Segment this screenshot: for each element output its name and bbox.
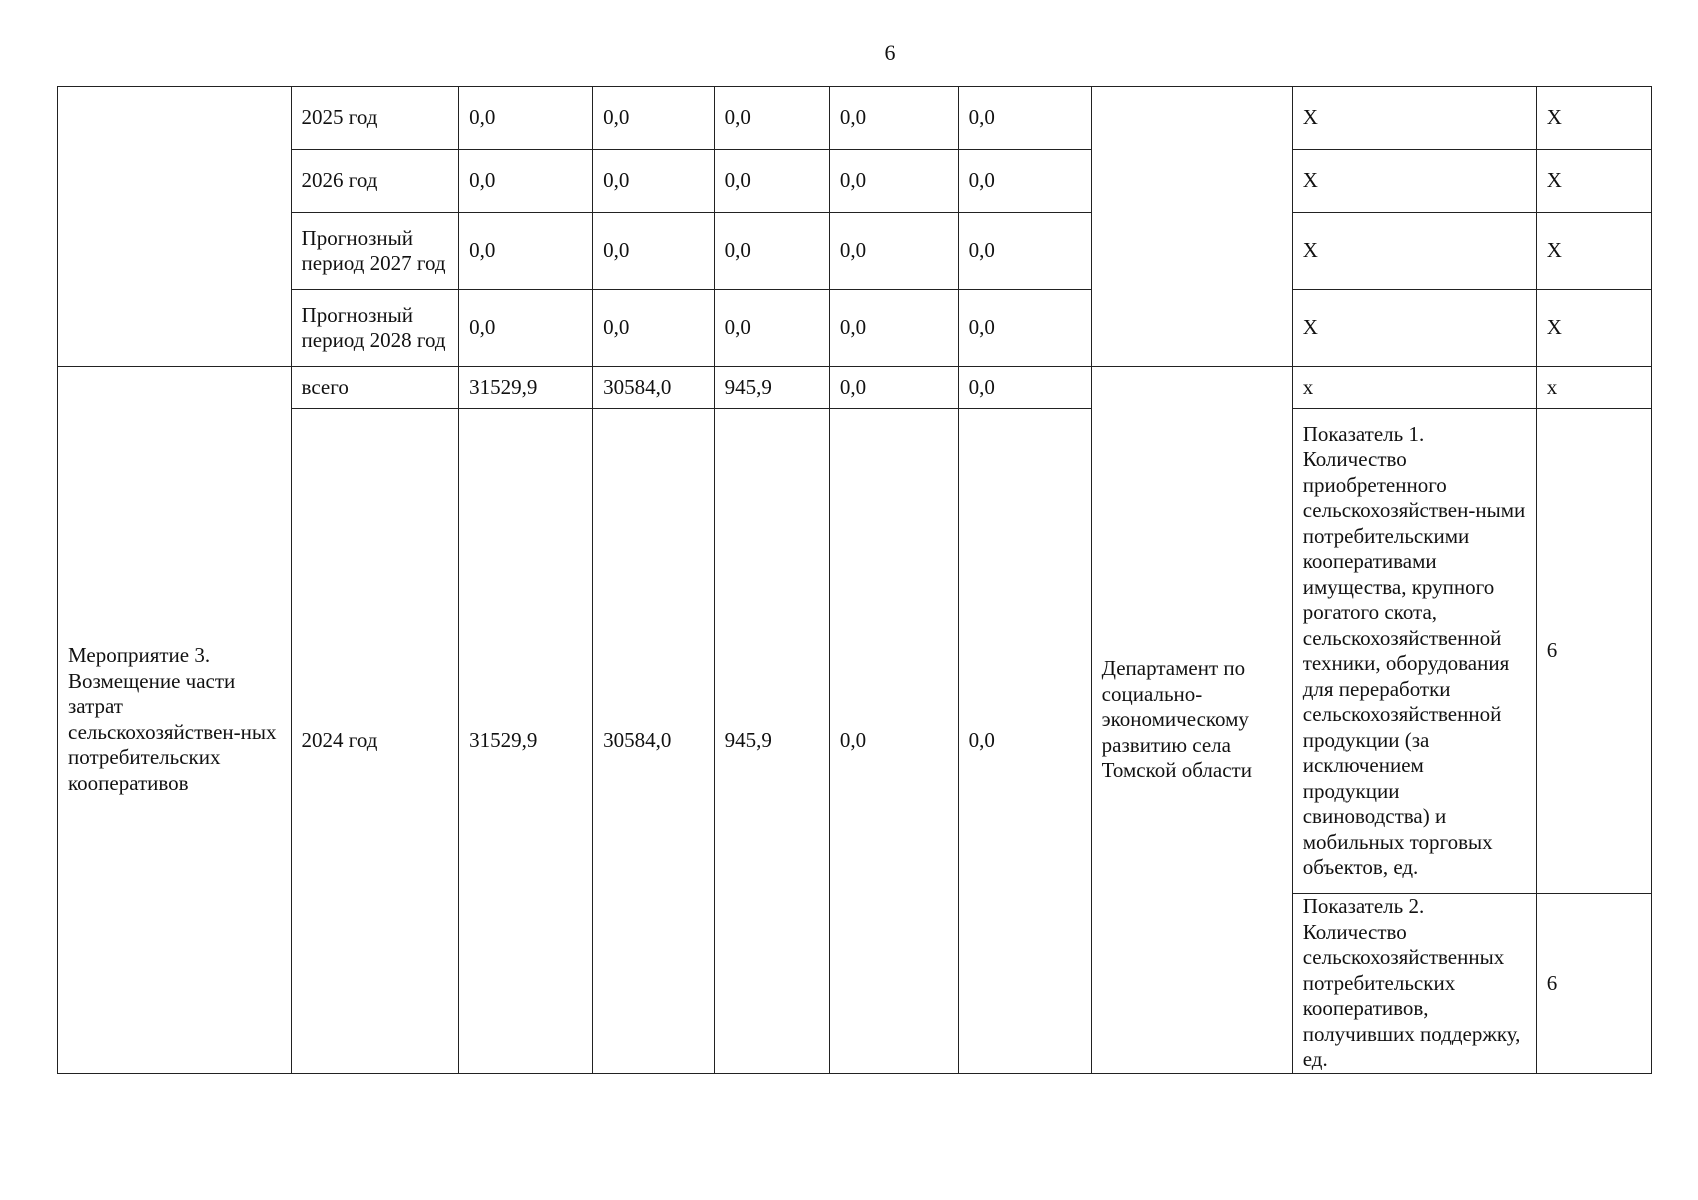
page-number: 6 (884, 40, 896, 65)
period-cell: всего (291, 367, 459, 409)
value-cell: 0,0 (829, 367, 958, 409)
value-cell: 0,0 (829, 87, 958, 150)
value-cell: 31529,9 (459, 367, 593, 409)
value-cell: 0,0 (829, 213, 958, 290)
value-cell: 0,0 (593, 213, 714, 290)
activity-cell-empty (58, 87, 292, 367)
value-cell: 0,0 (958, 367, 1091, 409)
value-cell: 0,0 (714, 290, 829, 367)
indicator-value-cell: Х (1536, 290, 1651, 367)
value-cell: 945,9 (714, 367, 829, 409)
value-cell: 945,9 (714, 409, 829, 1074)
value-cell: 0,0 (459, 213, 593, 290)
value-cell: 0,0 (593, 150, 714, 213)
program-table (57, 86, 1652, 1074)
indicator-value-cell: Х (1536, 87, 1651, 150)
indicator-cell: Х (1292, 290, 1536, 367)
value-cell: 30584,0 (593, 409, 714, 1074)
executor-cell: Департамент по социально-экономическому развитию села Томской области (1091, 367, 1292, 1074)
value-cell: 30584,0 (593, 367, 714, 409)
period-cell: 2025 год (291, 87, 459, 150)
period-cell: 2024 год (291, 409, 459, 1074)
indicator-name-cell: Показатель 2. Количество сельскохозяйственных потребительских кооперативов, получивших поддержку, ед. (1292, 894, 1536, 1074)
table-row (58, 367, 1652, 409)
value-cell: 0,0 (958, 87, 1091, 150)
table-row (58, 213, 1652, 290)
table-row (58, 290, 1652, 367)
value-cell: 0,0 (714, 213, 829, 290)
period-cell: Прогнозный период 2027 год (291, 213, 459, 290)
value-cell: 0,0 (714, 150, 829, 213)
indicator-cell: х (1292, 367, 1536, 409)
value-cell: 0,0 (459, 150, 593, 213)
value-cell: 31529,9 (459, 409, 593, 1074)
period-cell: 2026 год (291, 150, 459, 213)
table-row (58, 409, 1652, 894)
period-cell: Прогнозный период 2028 год (291, 290, 459, 367)
value-cell: 0,0 (829, 290, 958, 367)
activity-name-cell: Мероприятие 3. Возмещение части затрат сельскохозяйствен-ных потребительских кооперативов (58, 367, 292, 1074)
indicator-value-cell: 6 (1536, 409, 1651, 894)
indicator-value-cell: Х (1536, 150, 1651, 213)
value-cell: 0,0 (593, 87, 714, 150)
value-cell: 0,0 (829, 409, 958, 1074)
table-row (58, 87, 1652, 150)
table-row (58, 150, 1652, 213)
value-cell: 0,0 (714, 87, 829, 150)
value-cell: 0,0 (958, 213, 1091, 290)
value-cell: 0,0 (829, 150, 958, 213)
indicator-cell: Х (1292, 87, 1536, 150)
executor-cell-empty (1091, 87, 1292, 367)
indicator-value-cell: х (1536, 367, 1651, 409)
indicator-value-cell: 6 (1536, 894, 1651, 1074)
indicator-cell: Х (1292, 150, 1536, 213)
value-cell: 0,0 (459, 290, 593, 367)
value-cell: 0,0 (459, 87, 593, 150)
value-cell: 0,0 (958, 290, 1091, 367)
indicator-name-cell: Показатель 1. Количество приобретенного сельскохозяйствен-ными потребительскими кооперативами имущества, крупного рогатого скота, сельскохозяйственной техники, оборудования для переработки сельскохозяйственной продукции (за исключением продукции свиноводства) и мобильных торговых объектов, ед. (1292, 409, 1536, 894)
value-cell: 0,0 (593, 290, 714, 367)
indicator-cell: Х (1292, 213, 1536, 290)
indicator-value-cell: Х (1536, 213, 1651, 290)
value-cell: 0,0 (958, 409, 1091, 1074)
value-cell: 0,0 (958, 150, 1091, 213)
